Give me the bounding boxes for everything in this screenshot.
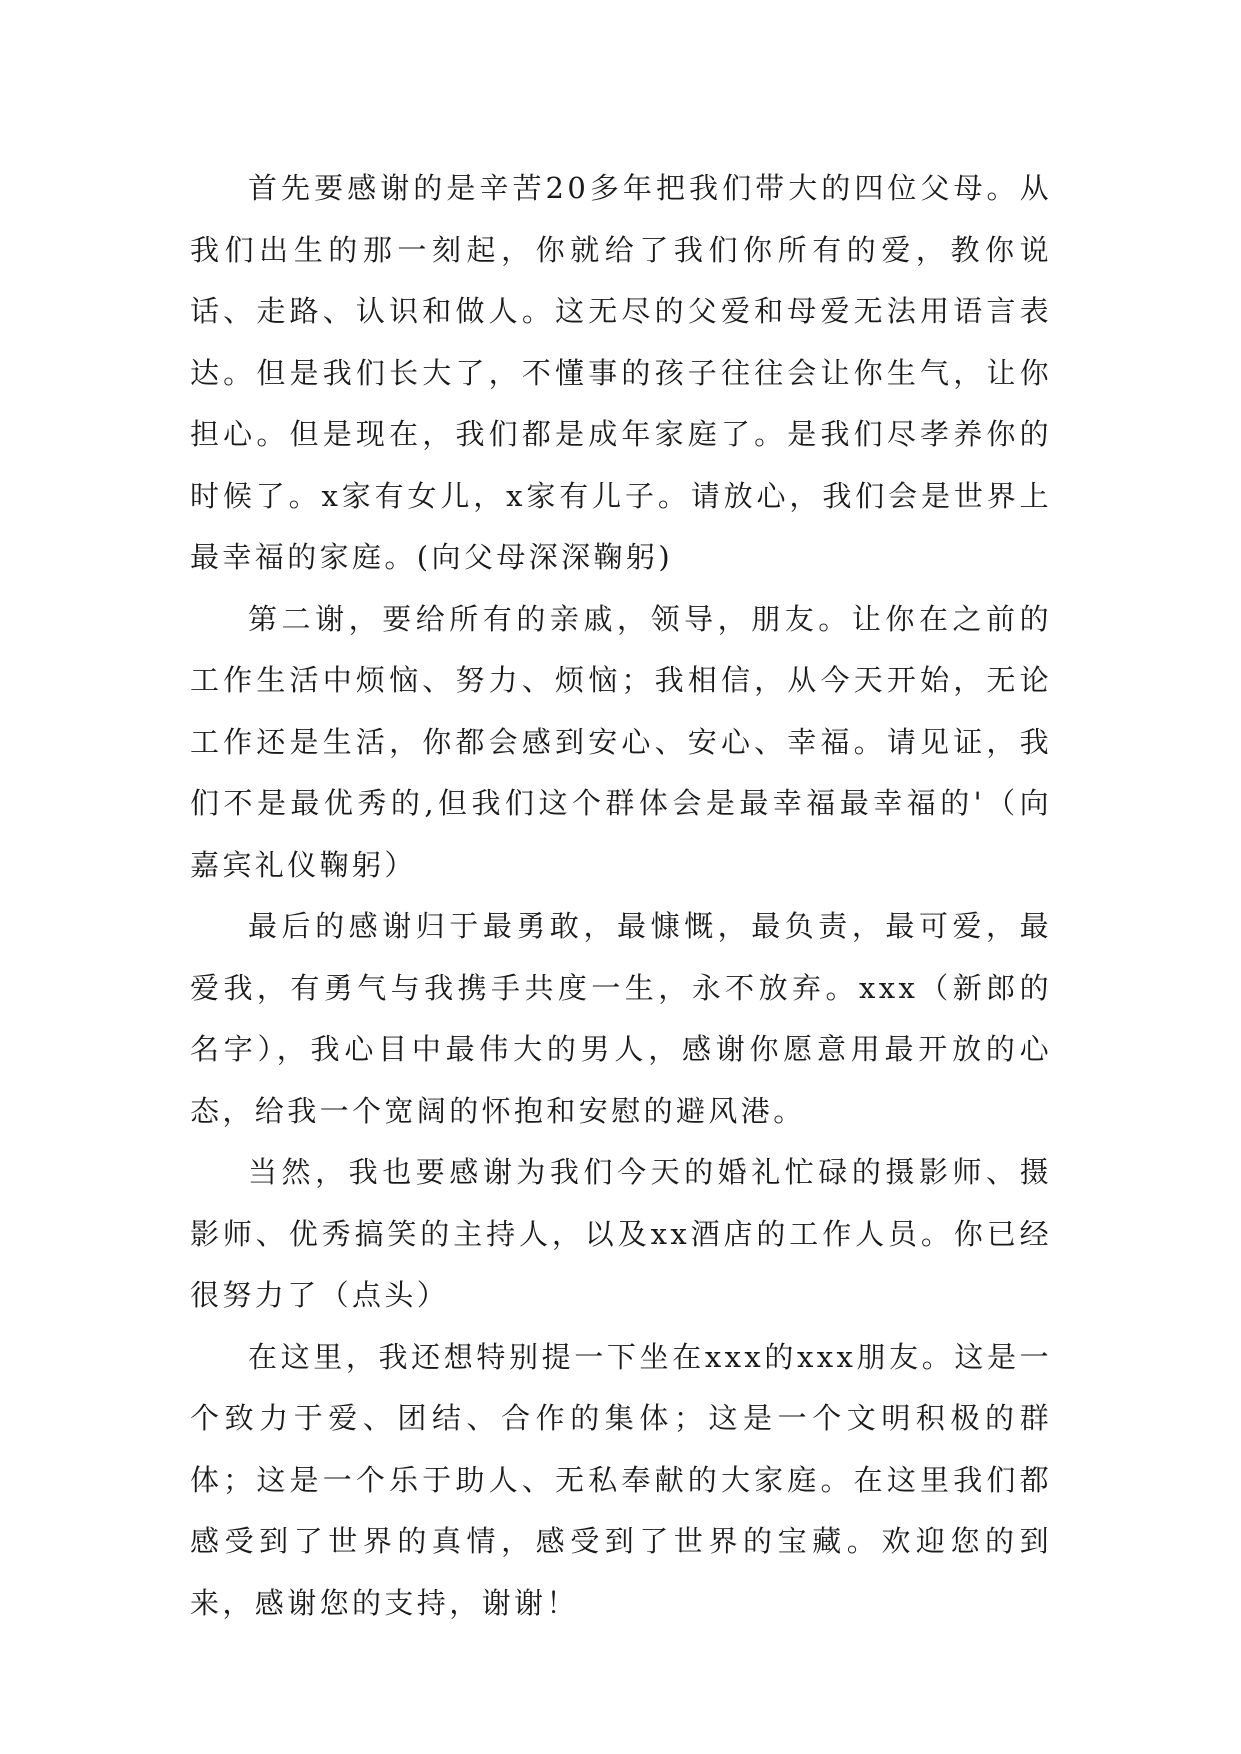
paragraph-staff-thanks: 当然，我也要感谢为我们今天的婚礼忙碌的摄影师、摄影师、优秀搞笑的主持人，以及xx酒店的工作人员。你已经很努力了（点头） [190,1155,1052,1312]
paragraph-parents-thanks: 首先要感谢的是辛苦20多年把我们带大的四位父母。从我们出生的那一刻起，你就给了我们你所有的爱，教你说话、走路、认识和做人。这无尽的父爱和母爱无法用语言表达。但是我们长大了，不懂事的孩子往往会让你生气，让你担心。但是现在，我们都是成年家庭了。是我们尽孝养你的时候了。x家有女儿，x家有儿子。请放心，我们会是世界上最幸福的家庭。(向父母深深鞠躬) [190,171,1052,574]
paragraph-guests-thanks: 第二谢，要给所有的亲戚，领导，朋友。让你在之前的工作生活中烦恼、努力、烦恼；我相信，从今天开始，无论工作还是生活，你都会感到安心、安心、幸福。请见证，我们不是最优秀的,但我们这个群体会是最幸福最幸福的'（向嘉宾礼仪鞠躬） [190,601,1052,882]
paragraph-groom-thanks: 最后的感谢归于最勇敢，最慷慨，最负责，最可爱，最爱我，有勇气与我携手共度一生，永不放弃。xxx（新郎的名字），我心目中最伟大的男人，感谢你愿意用最开放的心态，给我一个宽阔的怀抱和安慰的避风港。 [190,909,1052,1128]
paragraph-friends-thanks: 在这里，我还想特别提一下坐在xxx的xxx朋友。这是一个致力于爱、团结、合作的集体；这是一个文明积极的群体；这是一个乐于助人、无私奉献的大家庭。在这里我们都感受到了世界的真情，感受到了世界的宝藏。欢迎您的到来，感谢您的支持，谢谢！ [190,1339,1052,1620]
document-body [190,158,1052,1634]
